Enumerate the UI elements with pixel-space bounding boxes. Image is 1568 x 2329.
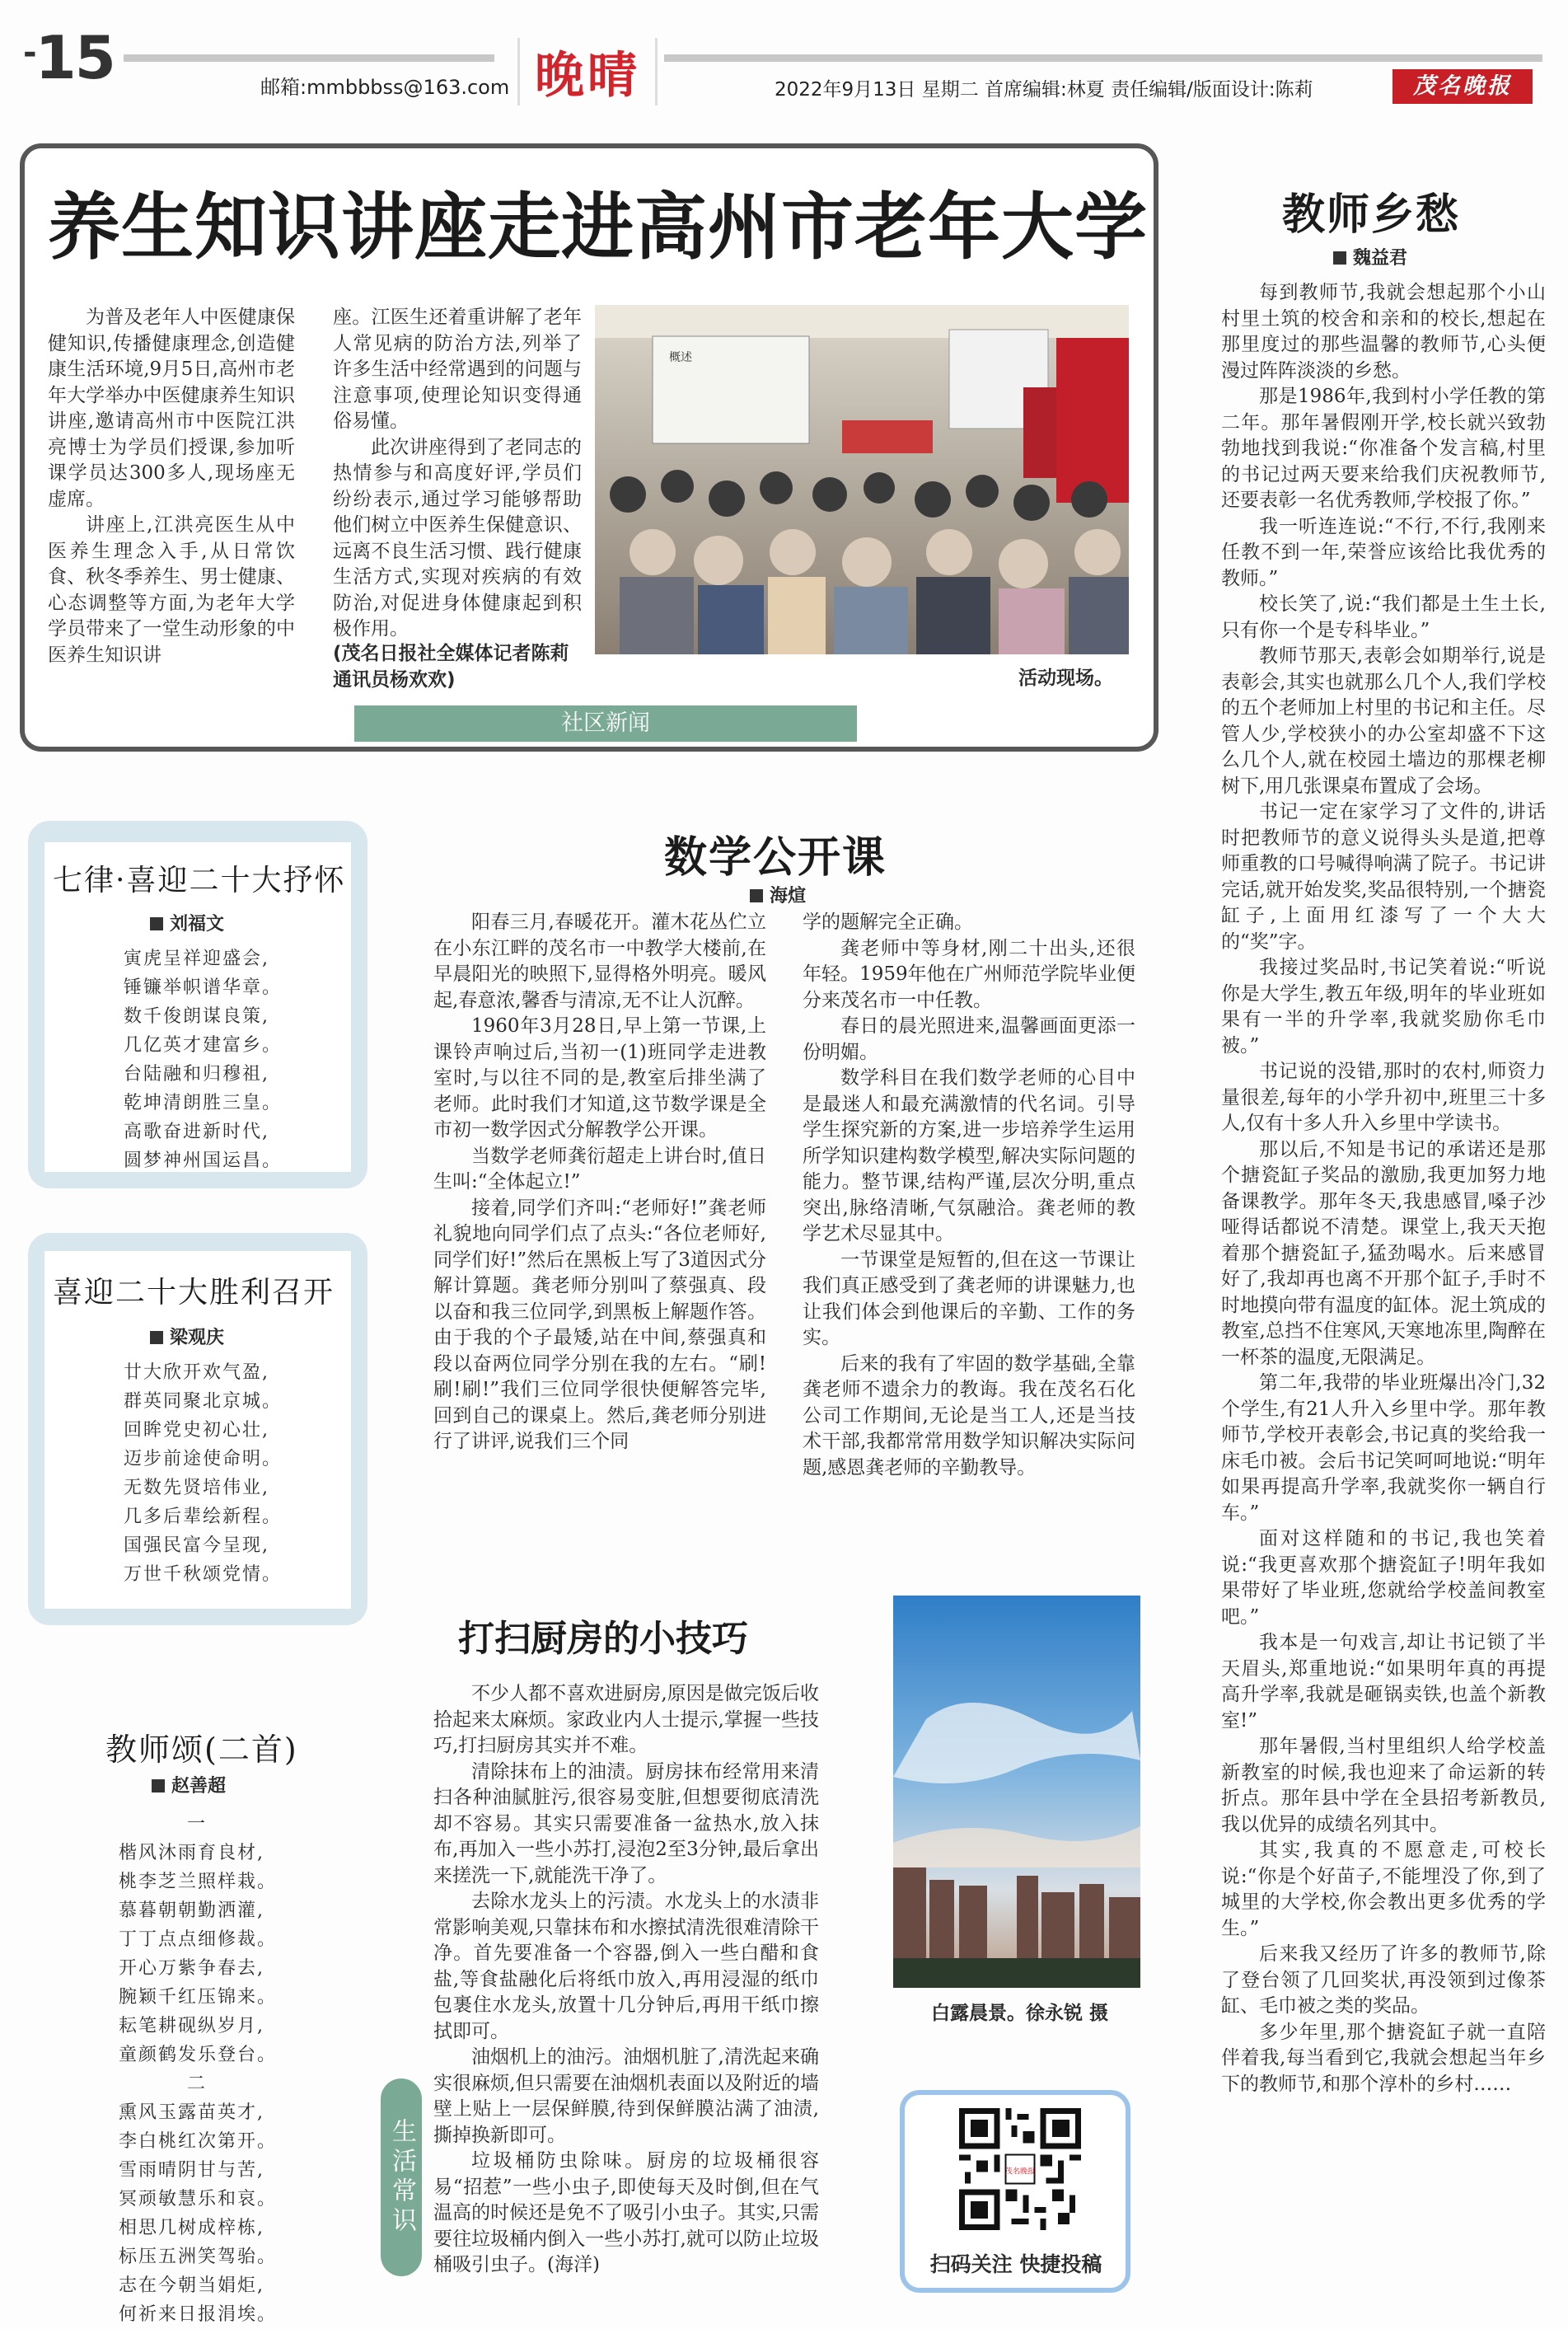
lead-p2: 讲座上,江洪亮医生从中医养生理念入手,从日常饮食、秋冬季养生、男士健康、心态调整等方面,为老年大学学员带来了一堂生动形象的中医养生知识讲: [48, 514, 295, 666]
math-col-2: [803, 910, 1135, 1544]
poem2-title: 喜迎二十大胜利召开: [53, 1276, 335, 1310]
poem-line: 乾坤清朗胜三皇。: [124, 1093, 283, 1113]
teacher-para: 那是1986年,我到村小学任教的第二年。那年暑假刚开学,校长就兴致勃勃地找到我说:“你准备个发言稿,村里的书记过两天要来给我们庆祝教师节,还要表彰一名优秀教师,学校报了你。”: [1221, 386, 1546, 511]
poem-line: 雪雨晴阴甘与苦,: [119, 2160, 264, 2181]
poem-part-number: 一: [186, 1814, 207, 1835]
poem-line: 群英同聚北京城。: [124, 1391, 283, 1412]
poem3-author: 赵善超: [152, 1772, 226, 1797]
poem-line: 迈步前途使命明。: [124, 1449, 283, 1469]
math-para: 当数学老师龚衍超走上讲台时,值日生叫:“全体起立!”: [433, 1145, 766, 1193]
lecture-photo: [595, 305, 1129, 654]
lead-photo-caption: 活动现场。: [1018, 668, 1113, 689]
qr-caption: 扫码关注 快捷投稿: [929, 2252, 1102, 2276]
math-para: 数学科目在我们数学老师的心目中是最迷人和最充满激情的代名词。引导学生探究新的方案,进一步培养学生运用所学知识建构数学模型,解决实际问题的能力。整节课,结构严谨,层次分明,重点突出,脉络清晰,气氛融洽。龚老师的教学艺术尽显其中。: [803, 1067, 1135, 1244]
poem-line: 志在今朝当娟炬,: [119, 2275, 264, 2296]
kitchen-para: 垃圾桶防虫除味。厨房的垃圾桶很容易“招惹”一些小虫子,即使每天及时倒,但在气温高的时候还是免不了吸引小虫子。其实,只需要往垃圾桶内倒入一些小苏打,就可以防止垃圾桶吸引虫子。(海洋): [433, 2150, 819, 2275]
teacher-para: 那以后,不知是书记的承诺还是那个搪瓷缸子奖品的激励,我更加努力地备课教学。那年冬天,我患感冒,嗓子沙哑得话都说不清楚。课堂上,我天天抱着那个搪瓷缸子,猛劲喝水。后来感冒好了,我却再也离不开那个缸子,手时不时地摸向带有温度的缸体。泥土筑成的教室,总挡不住寒风,天寒地冻里,陶醉在一杯茶的温度,无限满足。: [1221, 1138, 1546, 1368]
poem-line: 标压五洲笑驾骀。: [119, 2247, 278, 2267]
header-rule-left: [124, 54, 494, 62]
kitchen-body: [433, 1681, 819, 2291]
poem-line: 腕颖千红压锦来。: [119, 1987, 278, 2008]
teacher-body: [1221, 280, 1546, 2313]
poem1-title: 七律·喜迎二十大抒怀: [53, 864, 346, 897]
teacher-para: 每到教师节,我就会想起那个小山村里土筑的校舍和亲和的校长,想起在那里度过的那些温馨的教师节,心头便漫过阵阵淡淡的乡愁。: [1221, 282, 1546, 382]
poem-line: 无数先贤培伟业,: [124, 1478, 269, 1498]
math-author: 海煊: [750, 882, 806, 907]
kitchen-para: 油烟机上的油污。油烟机脏了,清洗起来确实很麻烦,但只需要在油烟机表面以及附近的墙壁上贴上一层保鲜膜,待到保鲜膜沾满了油渍,撕掉换新即可。: [433, 2046, 819, 2146]
poem-part-number: 二: [186, 2074, 207, 2094]
poem-line: 楷风沐雨育良材,: [119, 1843, 264, 1863]
math-title: 数学公开课: [664, 833, 887, 883]
lead-footer-bar: 社区新闻: [354, 705, 857, 742]
header-email: 邮箱:mmbbbss@163.com: [260, 76, 510, 99]
dawn-photo: [893, 1596, 1140, 1988]
math-para: 一节课堂是短暂的,但在这一节课让我们真正感受到了龚老师的讲课魅力,也让我们体会到他课后的辛勤、工作的务实。: [803, 1249, 1135, 1348]
lead-p1: 为普及老年人中医健康保健知识,传播健康理念,创造健康生活环境,9月5日,高州市老年大学举办中医健康养生知识讲座,邀请高州市中医院江洪亮博士为学员们授课,参加听课学员达300多人,现场座无虚席。: [48, 307, 295, 510]
section-title: 晚晴: [517, 38, 658, 105]
poem1-author: 刘福文: [150, 910, 224, 935]
lead-p3: 座。江医生还着重讲解了老年人常见病的防治方法,列举了许多生活中经常遇到的问题与注意事项,使理论知识变得通俗易懂。: [333, 307, 582, 432]
kitchen-para: 不少人都不喜欢进厨房,原因是做完饭后收拾起来太麻烦。家政业内人士提示,掌握一些技巧,打扫厨房其实并不难。: [433, 1683, 819, 1756]
teacher-para: 后来我又经历了许多的教师节,除了登台领了几回奖状,再没领到过像茶缸、毛巾被之类的奖品。: [1221, 1943, 1546, 2017]
poem-line: 相思几树成梓栋,: [119, 2218, 264, 2238]
page-number: -15: [23, 23, 115, 92]
teacher-para: 那年暑假,当村里组织人给学校盖新教室的时候,我也迎来了命运新的转折点。那年县中学在全县招考新教员,我以优异的成绩名列其中。: [1221, 1736, 1546, 1835]
poem-line: 慕暮朝朝勤洒灌,: [119, 1900, 264, 1921]
kitchen-title: 打扫厨房的小技巧: [458, 1618, 748, 1660]
teacher-author: 魏益君: [1333, 244, 1407, 269]
lead-p4: 此次讲座得到了老同志的热情参与和高度好评,学员们纷纷表示,通过学习能够帮助他们树立中医养生保健意识、远离不良生活习惯、践行健康生活方式,实现对疾病的有效防治,对促进身体健康起到积极作用。: [333, 436, 582, 640]
poem-line: 寅虎呈祥迎盛会,: [124, 949, 269, 969]
qr-center-logo: 茂名晚报: [1004, 2167, 1036, 2177]
poem3-lines: [119, 1810, 277, 2329]
teacher-para: 书记说的没错,那时的农村,师资力量很差,每年的小学升初中,班里三十多人,仅有十多人升入乡里中学读书。: [1221, 1061, 1546, 1134]
poem1-lines: [124, 944, 282, 1175]
poem-line: 万世千秋颂党情。: [124, 1564, 283, 1585]
teacher-title: 教师乡愁: [1282, 190, 1461, 240]
math-para: 接着,同学们齐叫:“老师好!”龚老师礼貌地向同学们点了点头:“各位老师好,同学们好!”然后在黑板上写了3道因式分解计算题。龚老师分别叫了蔡强真、段以奋和我三位同学,到黑板上解题作答。由于我的个子最矮,站在中间,蔡强真和段以奋两位同学分别在我的左右。“刷!刷!刷!”我们三位同学很快便解答完毕,回到自己的课桌上。然后,龚老师分别进行了讲评,说我们三个同: [433, 1197, 766, 1452]
math-col-1: [433, 910, 766, 1544]
poem-line: 锤镰举帜谱华章。: [124, 977, 283, 998]
teacher-para: 多少年里,那个搪瓷缸子就一直陪伴着我,每当看到它,我就会想起当年乡下的教师节,和那个淳朴的乡村……: [1221, 2021, 1546, 2095]
poem-line: 几多后辈绘新程。: [124, 1507, 283, 1527]
lead-col-2: [333, 305, 582, 668]
teacher-para: 教师节那天,表彰会如期举行,说是表彰会,其实也就那么几个人,我们学校的五个老师加上村里的书记和主任。尽管人少,学校狭小的办公室却盛不下这么几个人,就在校园土墙边的那棵老柳树下,用几张课桌布置成了会场。: [1221, 645, 1546, 797]
teacher-para: 我本是一句戏言,却让书记锁了半天眉头,郑重地说:“如果明年真的再提高升学率,我就是砸锅卖铁,也盖个新教室!”: [1221, 1632, 1546, 1732]
poem-line: 李白桃红次第开。: [119, 2131, 278, 2152]
newspaper-logo: 茂名晚报: [1392, 69, 1533, 104]
lead-credit: (茂名日报社全媒体记者陈莉 通讯员杨欢欢): [333, 643, 569, 691]
teacher-para: 第二年,我带的毕业班爆出冷门,32个学生,有21人升入乡里中学。那年教师节,学校开表彰会,书记真的奖给我一床毛巾被。会后书记笑呵呵地说:“明年如果再提高升学率,我就奖你一辆自行车。”: [1221, 1372, 1546, 1524]
qr-code-icon[interactable]: [959, 2108, 1081, 2230]
poem-line: 数千俊朗谋良策,: [124, 1006, 269, 1027]
poem-line: 何祈来日报涓埃。: [119, 2304, 278, 2325]
poem-line: 几亿英才建富乡。: [124, 1035, 283, 1056]
math-para: 阳春三月,春暖花开。灌木花丛伫立在小东江畔的茂名市一中教学大楼前,在早晨阳光的映照下,显得格外明亮。暖风起,春意浓,馨香与清凉,无不让人沉醉。: [433, 911, 766, 1011]
teacher-para: 我接过奖品时,书记笑着说:“听说你是大学生,教五年级,明年的毕业班如果有一半的升学率,我就奖励你毛巾被。”: [1221, 957, 1546, 1057]
lead-title: 养生知识讲座走进高州市老年大学: [48, 185, 1149, 269]
poem-line: 桃李芝兰照样栽。: [119, 1872, 278, 1892]
poem3-title: 教师颂(二首): [105, 1732, 298, 1768]
math-para: 1960年3月28日,早上第一节课,上课铃声响过后,当初一(1)班同学走进教室时,与以往不同的是,教室后排坐满了老师。此时我们才知道,这节数学课是全市初一数学因式分解教学公开课。: [433, 1015, 766, 1141]
poem-line: 圆梦神州国运昌。: [124, 1150, 283, 1171]
kitchen-para: 去除水龙头上的污渍。水龙头上的水渍非常影响美观,只靠抹布和水擦拭清洗很难清除干净。首先要准备一个容器,倒入一些白醋和食盐,等食盐融化后将纸巾放入,再用浸湿的纸巾包裹住水龙头,放置十几分钟后,再用干纸巾擦拭即可。: [433, 1891, 819, 2042]
poem-line: 熏风玉露苗英才,: [119, 2102, 264, 2123]
math-para: 后来的我有了牢固的数学基础,全靠龚老师不遗余力的教诲。我在茂名石化公司工作期间,无论是当工人,还是当技术干部,我都常常用数学知识解决实际问题,感恩龚老师的辛勤教导。: [803, 1352, 1135, 1478]
math-para: 春日的晨光照进来,温馨画面更添一份明媚。: [803, 1015, 1135, 1063]
poem-line: 开心万紫争春去,: [119, 1958, 264, 1979]
poem-line: 丁丁点点细修裁。: [119, 1929, 278, 1950]
teacher-para: 校长笑了,说:“我们都是土生土长,只有你一个是专科毕业。”: [1221, 593, 1546, 641]
teacher-para: 面对这样随和的书记,我也笑着说:“我更喜欢那个搪瓷缸子!明年我如果带好了毕业班,您就给学校盖间教室吧。”: [1221, 1528, 1546, 1628]
kitchen-tag: 生活常识: [381, 2078, 422, 2276]
kitchen-para: 清除抹布上的油渍。厨房抹布经常用来清扫各种油腻脏污,很容易变脏,但想要彻底清洗却不容易。其实只需要准备一盆热水,放入抹布,再加入一些小苏打,浸泡2至3分钟,最后拿出来搓洗一下,就能洗干净了。: [433, 1760, 819, 1886]
poem-line: 台陆融和归穆祖,: [124, 1064, 269, 1085]
poem-line: 国强民富今呈现,: [124, 1535, 269, 1556]
lead-col-1: [48, 305, 295, 692]
dawn-photo-caption: 白露晨景。徐永锐 摄: [931, 2003, 1109, 2024]
teacher-para: 书记一定在家学习了文件的,讲话时把教师节的意义说得头头是道,把尊师重教的口号喊得响满了院子。书记讲完话,就开始发奖,奖品很特别,一个搪瓷缸子,上面用红漆写了一个大大的“奖”字。: [1221, 801, 1546, 953]
poem-line: 回眸党史初心壮,: [124, 1420, 269, 1441]
math-para: 学的题解完全正确。: [803, 911, 973, 933]
poem2-lines: [124, 1358, 282, 1589]
header-rule-right: [664, 54, 1542, 62]
poem-line: 童颜鹤发乐登台。: [119, 2045, 278, 2065]
math-para: 龚老师中等身材,刚二十出头,还很年轻。1959年他在广州师范学院毕业便分来茂名市一中任教。: [803, 937, 1135, 1011]
poem2-author: 梁观庆: [150, 1324, 224, 1349]
poem-line: 耘笔耕砚纵岁月,: [119, 2016, 264, 2036]
header-date-line: 2022年9月13日 星期二 首席编辑:林夏 责任编辑/版面设计:陈莉: [775, 79, 1313, 101]
screen-text: 概述: [669, 351, 692, 364]
poem-line: 冥顽敏慧乐和哀。: [119, 2189, 278, 2210]
poem-line: 高歌奋进新时代,: [124, 1122, 269, 1142]
teacher-para: 我一听连连说:“不行,不行,我刚来任教不到一年,荣誉应该给比我优秀的教师。”: [1221, 515, 1546, 589]
poem-line: 廿大欣开欢气盈,: [124, 1362, 269, 1383]
teacher-para: 其实,我真的不愿意走,可校长说:“你是个好苗子,不能埋没了你,到了城里的大学校,你会教出更多优秀的学生。”: [1221, 1839, 1546, 1939]
